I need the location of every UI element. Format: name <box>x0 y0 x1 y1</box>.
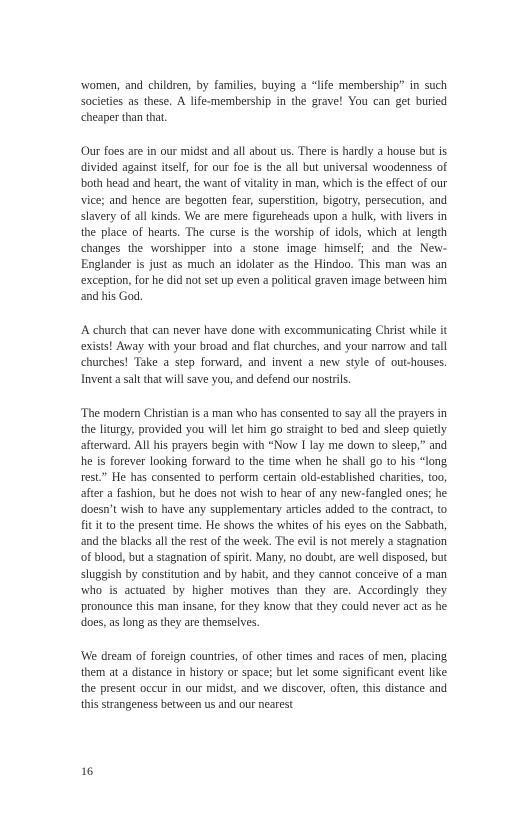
paragraph-4: The modern Christian is a man who has consented to say all the prayers in the liturgy, provided you will let him go straight to bed and sleep quietly afterward. All his prayers begin with “Now I lay me down to sleep,” and he is forever looking forward to the time when he shall go to his “long rest.” He has consented to perform certain old-established charities, too, after a fashion, but he does not wish to hear of any new-fangled ones; he doesn’t wish to have any supplementary articles added to the contract, to fit it to the present time. He shows the whites of his eyes on the Sabbath, and the blacks all the rest of the week. The evil is not merely a stagnation of blood, but a stagnation of spirit. Many, no doubt, are well disposed, but sluggish by constitution and by habit, and they cannot conceive of a man who is actuated by higher motives than they are. Accordingly they pronounce this man insane, for they know that they could never act as he does, as long as they are themselves. <box>81 405 447 629</box>
body-text <box>81 77 447 712</box>
paragraph-3: A church that can never have done with excommunicating Christ while it exists! Away with your broad and flat churches, and your narrow and tall churches! Take a step forward, and invent a new style of out-houses. Invent a salt that will save you, and defend our nostrils. <box>81 323 447 386</box>
page-number: 16 <box>81 764 93 778</box>
paragraph-5: We dream of foreign countries, of other times and races of men, placing them at a distance in history or space; but let some significant event like the present occur in our midst, and we discover, often, this distance and this strangeness between us and our nearest <box>81 648 447 712</box>
paragraph-2: Our foes are in our midst and all about us. There is hardly a house but is divided against itself, for our foe is the all but universal woodenness of both head and heart, the want of vitality in man, which is the effect of our vice; and hence are begotten fear, superstition, bigotry, persecution, and slavery of all kinds. We are mere figureheads upon a hulk, with livers in the place of hearts. The curse is the worship of idols, which at length changes the worshipper into a stone image himself; and the New-Englander is just as much an idolater as the Hindoo. This man was an exception, for he did not set up even a political graven image between him and his God. <box>81 144 447 304</box>
paragraph-1: women, and children, by families, buying a “life membership” in such societies as these. A life-membership in the grave! You can get buried cheaper than that. <box>81 78 447 125</box>
